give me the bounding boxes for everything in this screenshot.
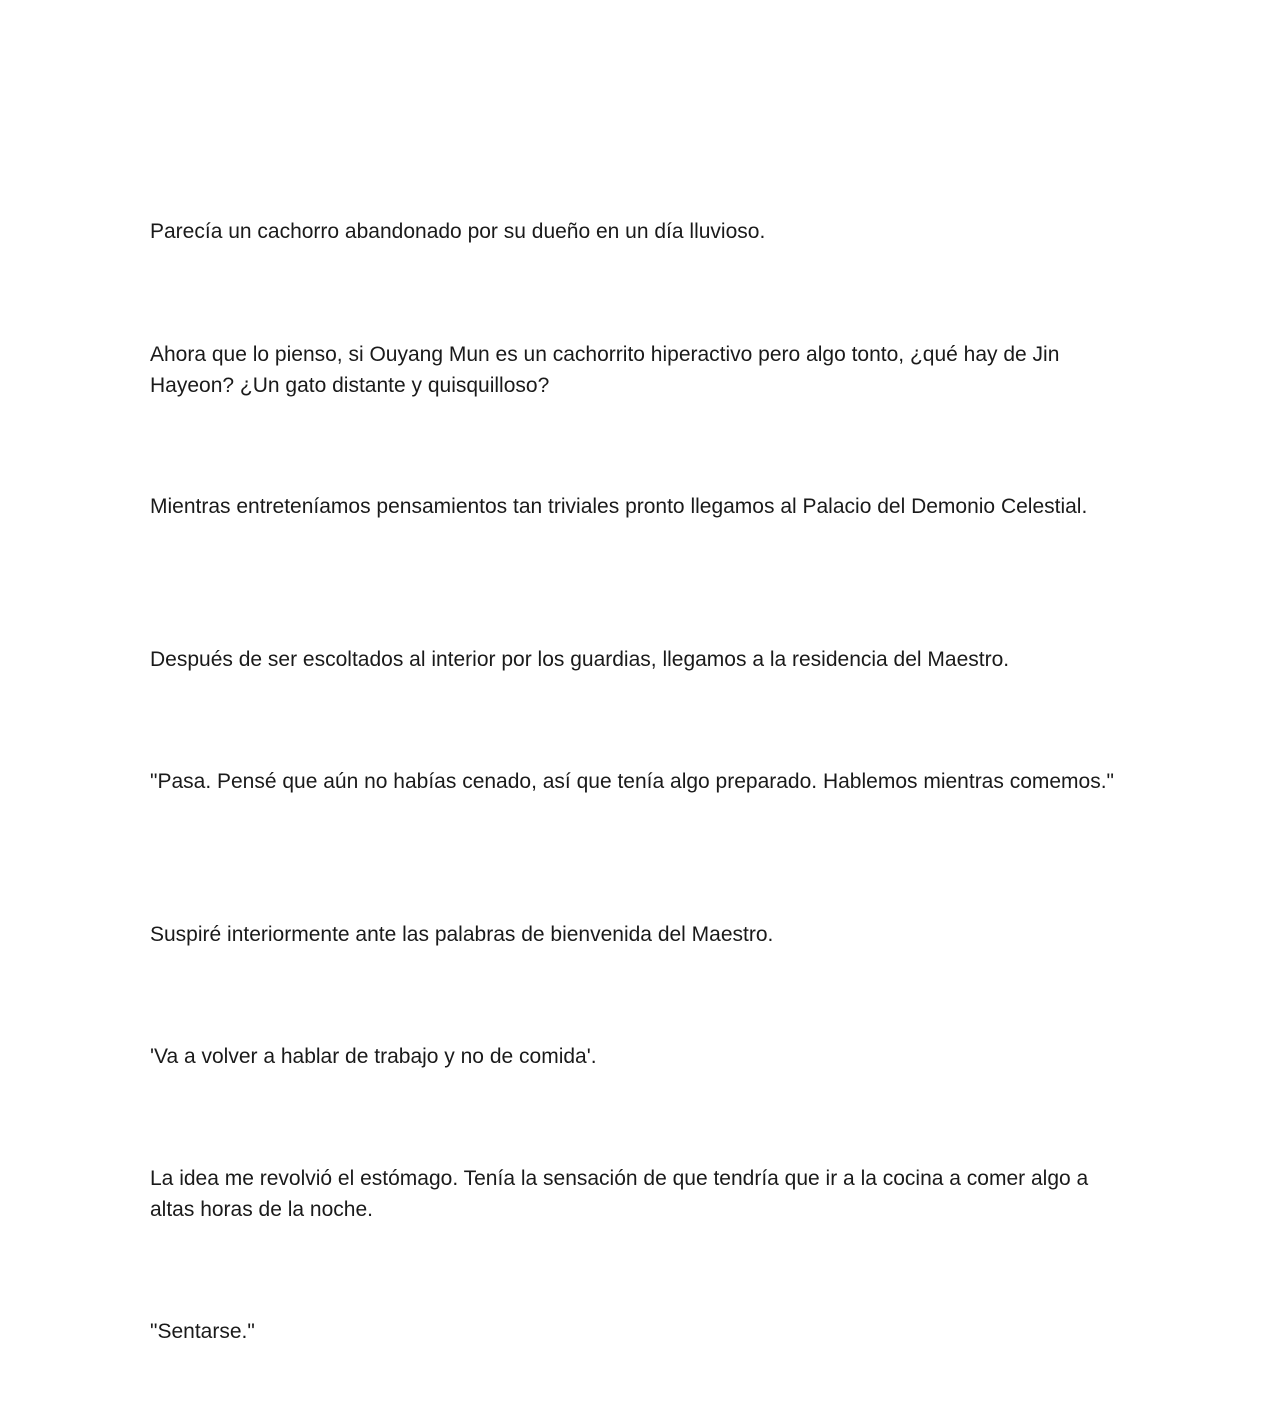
paragraph: Mientras entreteníamos pensamientos tan triviales pronto llegamos al Palacio del Demonio Celestial. [150, 495, 1088, 518]
paragraph: Suspiré interiormente ante las palabras de bienvenida del Maestro. [150, 923, 774, 946]
paragraph: Ahora que lo pienso, si Ouyang Mun es un cachorrito hiperactivo pero algo tonto, ¿qué hay de Jin Hayeon? ¿Un gato distante y quisquilloso? [150, 343, 1060, 397]
paragraph: Parecía un cachorro abandonado por su dueño en un día lluvioso. [150, 220, 766, 243]
paragraph: Después de ser escoltados al interior por los guardias, llegamos a la residencia del Maestro. [150, 648, 1010, 671]
paragraph: 'Va a volver a hablar de trabajo y no de comida'. [150, 1045, 597, 1068]
paragraph: "Pasa. Pensé que aún no habías cenado, así que tenía algo preparado. Hablemos mientras comemos." [150, 770, 1115, 793]
paragraph: "Sentarse." [150, 1320, 255, 1343]
paragraph: La idea me revolvió el estómago. Tenía la sensación de que tendría que ir a la cocina a comer algo a altas horas de la noche. [150, 1167, 1089, 1221]
